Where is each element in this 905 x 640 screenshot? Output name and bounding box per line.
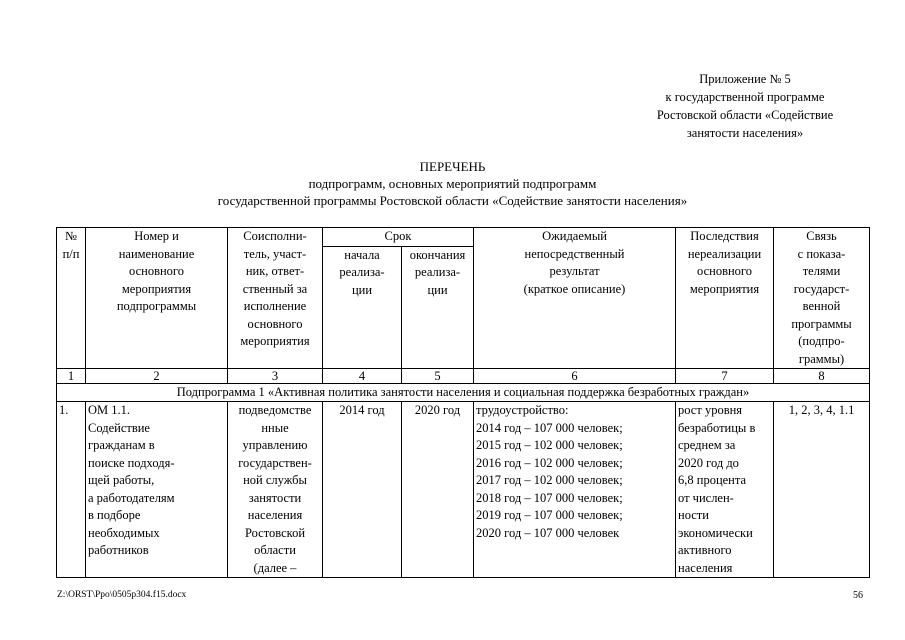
header-cell-term: Срок [323,228,474,247]
heading-title: ПЕРЕЧЕНЬ [419,159,486,174]
header-cell: Соисполни- тель, участ- ник, ответ- ственный за исполнение основного мероприятия [228,228,323,369]
end-year: 2020 год [402,402,474,578]
measure-name: ОМ 1.1. Содействие гражданам в поиске подходя- щей работы, а работодателям в подборе необходимых работников [86,402,228,578]
header-cell: № п/п [57,228,86,369]
column-number: 8 [774,369,870,384]
program-table [56,227,870,578]
executor: подведомстве нные управлению государствен- ной службы занятости населения Ростовской области (далее – [228,402,323,578]
table-row [57,402,870,578]
column-number-row [57,369,870,384]
consequences: рост уровня безработицы в среднем за 2020 год до 6,8 процента от числен- ности экономически активного населения [676,402,774,578]
header-cell: Последствия нереализации основного мероприятия [676,228,774,369]
header-cell: Ожидаемый непосредственный результат (краткое описание) [474,228,676,369]
column-number: 7 [676,369,774,384]
heading-line: подпрограмм, основных мероприятий подпрограмм [308,176,597,191]
subprogram-row [57,384,870,402]
appendix-block [630,70,860,142]
header-row [57,228,870,247]
column-number: 6 [474,369,676,384]
footer-page-number: 56 [853,590,863,601]
column-number: 4 [323,369,402,384]
header-cell: Связь с показа- телями государст- венной программы (подпро- граммы) [774,228,870,369]
column-number: 1 [57,369,86,384]
column-number: 5 [402,369,474,384]
footer-file-path: Z:\ORST\Ppo\0505p304.f15.docx [57,590,187,600]
appendix-line: Ростовской области «Содействие [656,108,834,122]
appendix-line: к государственной программе [665,90,825,104]
column-number: 3 [228,369,323,384]
appendix-line: занятости населения» [686,126,804,140]
column-number: 2 [86,369,228,384]
heading-line: государственной программы Ростовской области «Содействие занятости населения» [217,193,688,208]
expected-result: трудоустройство: 2014 год – 107 000 человек; 2015 год – 102 000 человек; 2016 год – 102 000 человек; 2017 год – 102 000 человек; 2018 год – 107 000 человек; 2019 год – 107 000 человек; 2020 год – 107 000 человек [474,402,676,578]
indicator-link: 1, 2, 3, 4, 1.1 [774,402,870,578]
header-cell: окончания реализа- ции [402,246,474,369]
subprogram-title: Подпрограмма 1 «Активная политика занятости населения и социальная поддержка безработных граждан» [57,384,870,402]
header-cell: начала реализа- ции [323,246,402,369]
document-heading [0,158,905,209]
header-cell: Номер и наименование основного мероприятия подпрограммы [86,228,228,369]
start-year: 2014 год [323,402,402,578]
row-number: 1. [57,402,86,578]
appendix-line: Приложение № 5 [699,72,791,86]
